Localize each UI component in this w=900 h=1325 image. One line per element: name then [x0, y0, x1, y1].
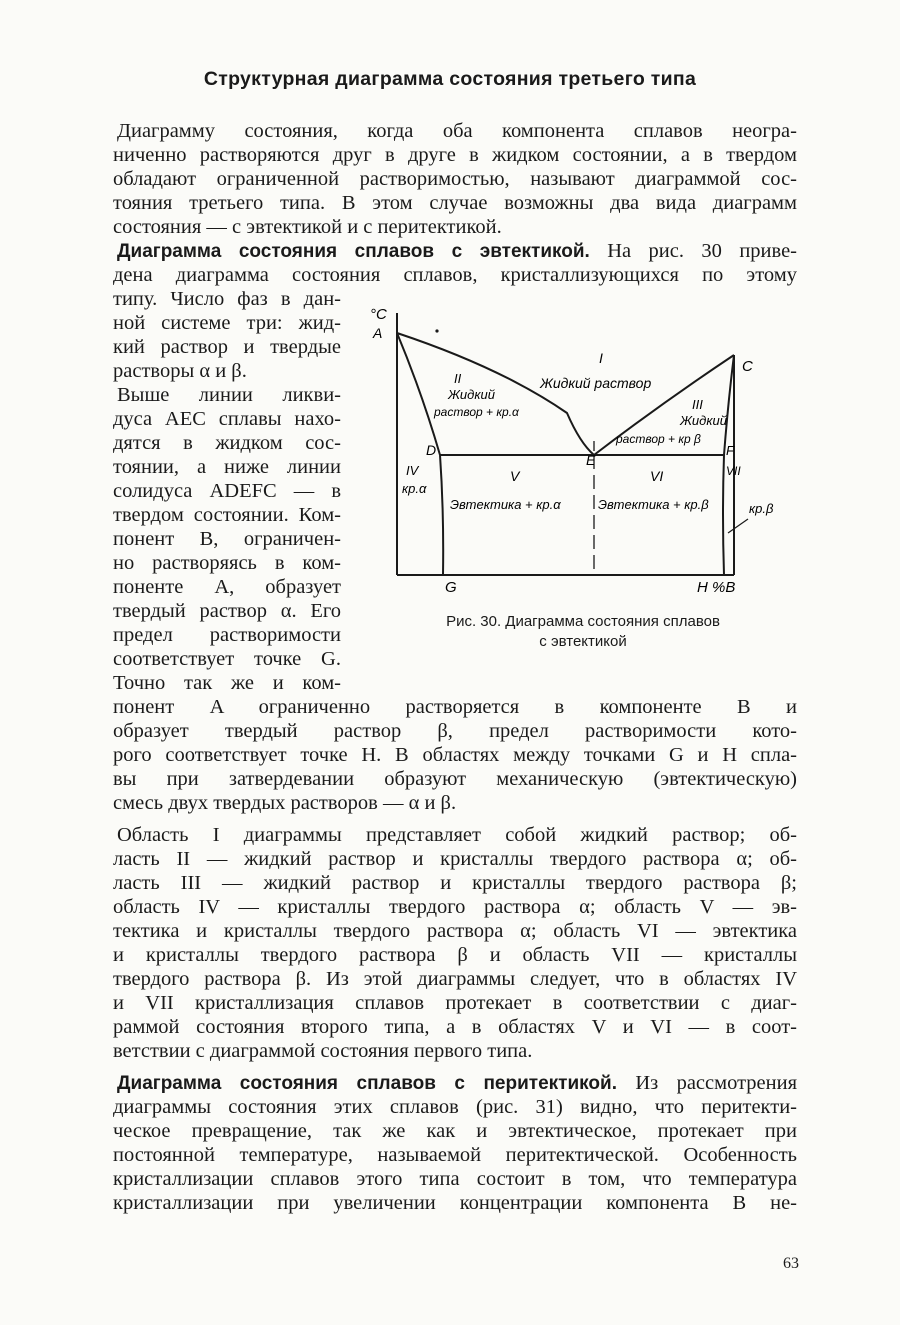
text-line: кристаллизации сплавов этого типа состоит в том, что температура	[113, 1168, 797, 1190]
text-line: твердый раствор α. Его	[113, 600, 341, 622]
text-line: ветствии с диаграммой состояния первого типа.	[113, 1040, 533, 1062]
text-line: тояния третьего типа. В этом случае возможны два вида диаграмм	[113, 192, 797, 214]
text-line: тоянии, а ниже линии	[113, 456, 341, 478]
region-III-label-2: раствор + кр β	[616, 432, 701, 446]
point-D-label: D	[426, 442, 437, 458]
region-VI-numeral: VI	[650, 468, 664, 484]
text-line: Диаграмма состояния сплавов с перитектикой. Из рассмотрения	[117, 1072, 797, 1094]
text-line: постоянной температуре, называемой перитектической. Особенность	[113, 1144, 797, 1166]
text-line: ласть II — жидкий раствор и кристаллы твердого раствора α; об-	[113, 848, 797, 870]
text-line: дятся в жидком сос-	[113, 432, 341, 454]
figure-caption-line-1: Рис. 30. Диаграмма состояния сплавов	[446, 613, 720, 630]
text-line: поненте A, образует	[113, 576, 341, 598]
axis-unit-label: °C	[370, 306, 387, 323]
text-line: Область I диаграммы представляет собой жидкий раствор; об-	[117, 824, 797, 846]
point-G-label: G	[445, 579, 457, 596]
text-line: ческое превращение, так же как и эвтектическое, протекает при	[113, 1120, 797, 1142]
text-line: раммой состояния второго типа, а в областях V и VI — в соот-	[113, 1016, 797, 1038]
bold-lead-peritectic: Диаграмма состояния сплавов с перитектикой.	[117, 1073, 617, 1094]
region-IV-label: кр.α	[402, 481, 427, 496]
text-line: и кристаллы твердого раствора β и область VII — кристаллы	[113, 944, 797, 966]
region-VI-label: Эвтектика + кр.β	[598, 497, 709, 512]
text-line: ной системе три: жид-	[113, 312, 341, 334]
text-line: понент A ограниченно растворяется в компоненте B и	[113, 696, 797, 718]
region-II-numeral: II	[454, 371, 462, 386]
text-line: предел растворимости	[113, 624, 341, 646]
solvus-DG	[440, 455, 443, 575]
point-H-label: H %B	[697, 579, 736, 596]
bold-lead-eutectic: Диаграмма состояния сплавов с эвтектикой.	[117, 241, 590, 262]
solidus-FC	[724, 355, 734, 455]
text-line: состояния — с эвтектикой и с перитектикой.	[113, 216, 502, 238]
text-line: солидуса ADEFC — в	[113, 480, 341, 502]
point-dot	[435, 329, 438, 332]
region-VII-numeral: VII	[726, 464, 741, 478]
text-line: Диаграмму состояния, когда оба компонента сплавов неогра-	[117, 120, 797, 142]
solvus-FH	[723, 455, 724, 575]
text-line: кий раствор и твердые	[113, 336, 341, 358]
leader-line	[728, 519, 748, 533]
text-line: дуса AEC сплавы нахо-	[113, 408, 341, 430]
text-line: образует твердый раствор β, предел растворимости кото-	[113, 720, 797, 742]
point-C-label: C	[742, 358, 753, 375]
solidus-AD	[397, 333, 440, 455]
phase-diagram-figure	[362, 293, 792, 603]
point-F-label: F	[726, 443, 734, 458]
text-line: вы при затвердевании образуют механическую (эвтектическую)	[113, 768, 797, 790]
text-line: Выше линии ликви-	[117, 384, 341, 406]
text-line: растворы α и β.	[113, 360, 247, 382]
liquidus-AE	[397, 333, 594, 455]
text-line: понент B, ограничен-	[113, 528, 341, 550]
text-line: кристаллизации при увеличении концентрации компонента B не-	[113, 1192, 797, 1214]
region-I-numeral: I	[599, 350, 603, 366]
page-number: 63	[783, 1255, 799, 1272]
region-V-numeral: V	[510, 468, 520, 484]
text-line: дена диаграмма состояния сплавов, кристаллизующихся по этому	[113, 264, 797, 286]
text-line: Диаграмма состояния сплавов с эвтектикой. На рис. 30 приве-	[117, 240, 797, 262]
region-III-label-1: Жидкий	[680, 413, 727, 428]
text-line: смесь двух твердых растворов — α и β.	[113, 792, 457, 814]
text-line: твердом состоянии. Ком-	[113, 504, 341, 526]
phase-diagram	[362, 293, 792, 603]
text-line: типу. Число фаз в дан-	[113, 288, 341, 310]
text-line: тектика и кристаллы твердого раствора α; область VI — эвтектика	[113, 920, 797, 942]
text-line: твердого раствора β. Из этой диаграммы следует, что в областях IV	[113, 968, 797, 990]
region-VII-label: кр.β	[749, 501, 774, 516]
text-line: ласть III — жидкий раствор и кристаллы твердого раствора β;	[113, 872, 797, 894]
figure-caption-line-2: с эвтектикой	[539, 633, 627, 650]
text-line: диаграммы состояния этих сплавов (рис. 31) видно, что перитекти-	[113, 1096, 797, 1118]
text-line: область IV — кристаллы твердого раствора α; область V — эв-	[113, 896, 797, 918]
text-line: но растворяясь в ком-	[113, 552, 341, 574]
region-IV-numeral: IV	[406, 463, 419, 478]
section-heading: Структурная диаграмма состояния третьего типа	[203, 68, 697, 90]
region-III-numeral: III	[692, 397, 703, 412]
text-line: ниченно растворяются друг в друге в жидком состоянии, а в твердом	[113, 144, 797, 166]
text-line: и VII кристаллизация сплавов протекает в соответствии с диаг-	[113, 992, 797, 1014]
point-E-label: E	[586, 452, 596, 468]
point-A-label: A	[373, 325, 383, 341]
region-I-label: Жидкий раствор	[540, 375, 652, 391]
region-II-label-1: Жидкий	[448, 387, 495, 402]
text-line: рого соответствует точке H. В областях между точками G и H спла-	[113, 744, 797, 766]
region-V-label: Эвтектика + кр.α	[450, 497, 561, 512]
text-line: обладают ограниченной растворимостью, называют диаграммой сос-	[113, 168, 797, 190]
text-line: соответствует точке G.	[113, 648, 341, 670]
region-II-label-2: раствор + кр.α	[434, 405, 519, 419]
text-line: Точно так же и ком-	[113, 672, 341, 694]
